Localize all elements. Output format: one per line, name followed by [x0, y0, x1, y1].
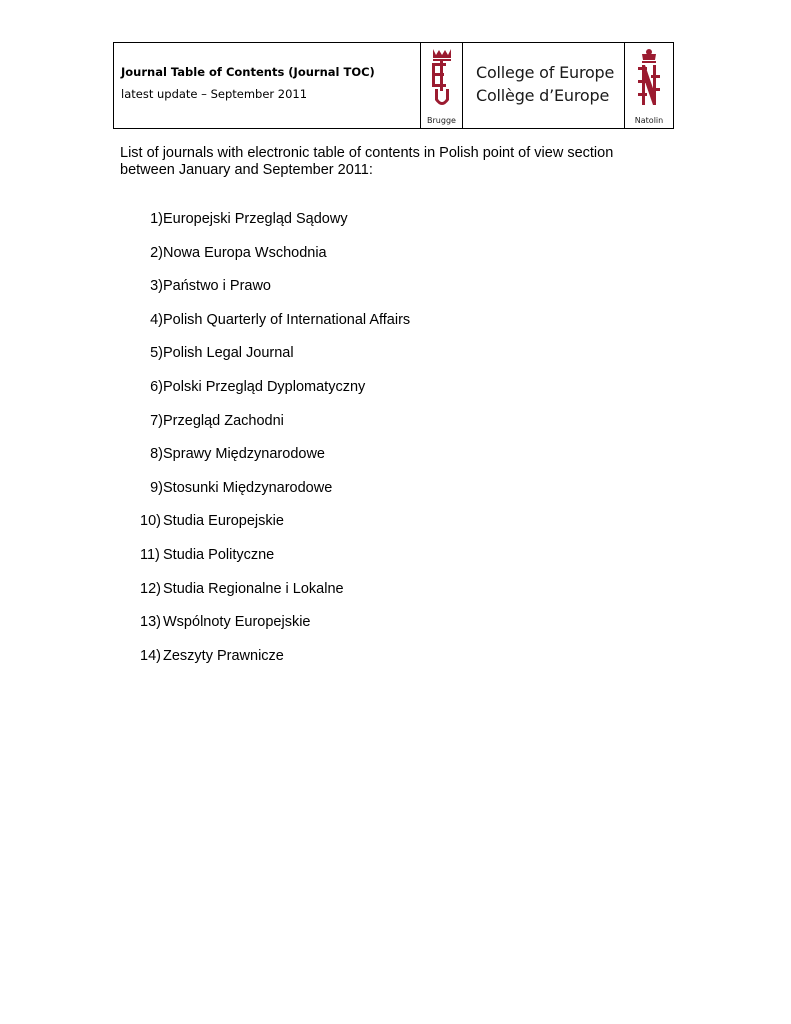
list-item-number: 12): [140, 580, 161, 597]
list-item-number: 6): [150, 378, 163, 395]
list-item-title: Nowa Europa Wschodnia: [163, 244, 327, 261]
list-item-title: Sprawy Międzynarodowe: [163, 446, 325, 463]
list-item-number: 10): [140, 513, 161, 530]
natolin-logo-cell: [625, 43, 673, 128]
list-item-number: 13): [140, 614, 161, 631]
list-item-title: Przegląd Zachodni: [163, 412, 284, 429]
list-item-title: Stosunki Międzynarodowe: [163, 479, 333, 496]
document-title: Journal Table of Contents (Journal TOC): [121, 65, 375, 79]
natolin-logo-icon: [634, 47, 664, 111]
brugge-logo-icon: [427, 47, 457, 111]
natolin-caption: Natolin: [634, 116, 664, 125]
list-item-title: Studia Polityczne: [163, 546, 275, 563]
list-item-number: 8): [150, 446, 163, 463]
list-item-title: Polski Przegląd Dyplomatyczny: [163, 378, 366, 395]
list-item-number: 11): [140, 546, 160, 563]
list-item-number: 9): [150, 479, 163, 496]
list-item-number: 2): [150, 244, 163, 261]
list-item-number: 14): [140, 647, 161, 664]
list-item-title: Zeszyty Prawnicze: [163, 647, 284, 664]
college-name-cell: [463, 43, 625, 128]
list-item-number: 1): [150, 211, 163, 227]
list-item-number: 5): [150, 345, 163, 362]
brugge-caption: Brugge: [427, 116, 456, 125]
header-table: [113, 42, 674, 129]
list-item-title: Polish Quarterly of International Affairs: [163, 311, 411, 328]
list-item-title: Studia Europejskie: [163, 513, 284, 530]
list-item-title: Polish Legal Journal: [163, 345, 294, 362]
list-item-title: Europejski Przegląd Sądowy: [163, 211, 348, 227]
list-item-title: Państwo i Prawo: [163, 278, 271, 295]
list-item-title: Wspólnoty Europejskie: [163, 614, 311, 631]
intro-paragraph: List of journals with electronic table of contents in Polish point of view section between January and September 2011:: [120, 145, 614, 178]
list-item-number: 4): [150, 311, 163, 328]
college-name-french: Collège d’Europe: [476, 86, 610, 105]
last-update-text: latest update – September 2011: [121, 87, 308, 101]
college-name-english: College of Europe: [476, 63, 615, 82]
list-item-number: 3): [150, 278, 163, 295]
brugge-logo-cell: [421, 43, 463, 128]
header-title-cell: [114, 43, 421, 128]
list-item-title: Studia Regionalne i Lokalne: [163, 580, 344, 597]
list-item-number: 7): [150, 412, 163, 429]
